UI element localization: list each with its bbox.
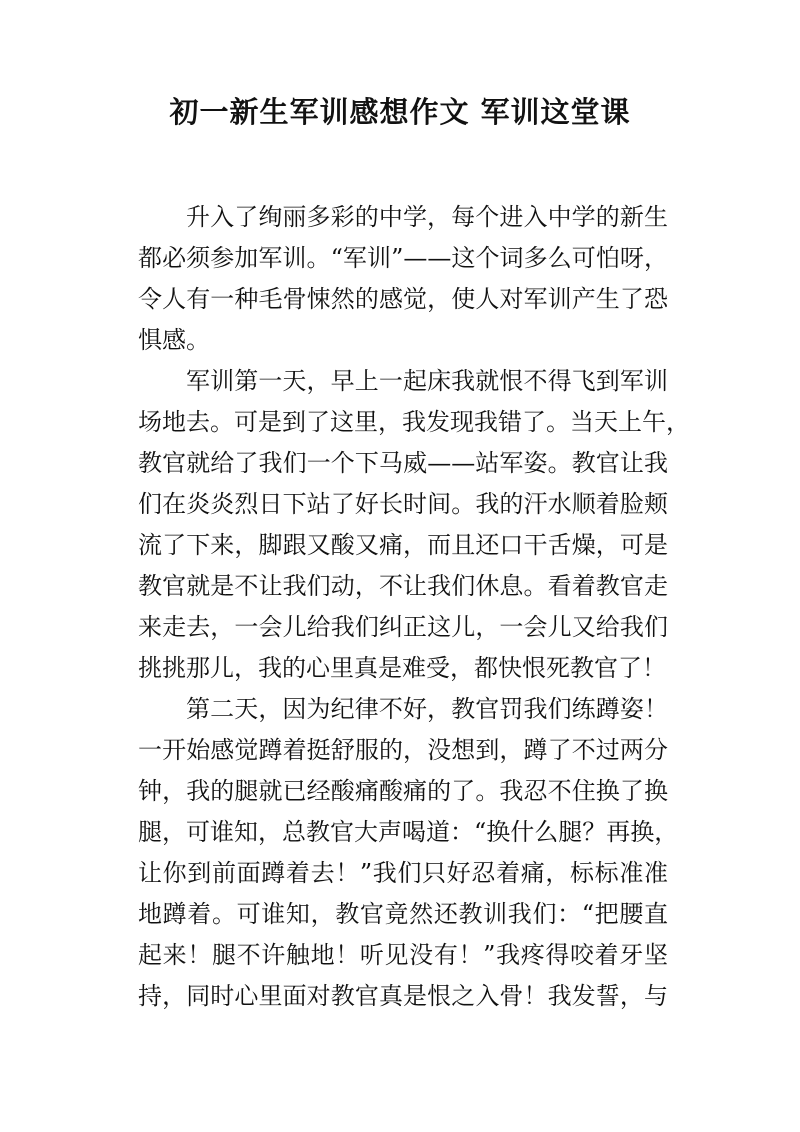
text-line: 教官就给了我们一个下马威——站军姿。教官让我 (138, 449, 668, 477)
text-line: 让你到前面蹲着去！”我们只好忍着痛，标标准准 (138, 859, 668, 887)
text-line: 们在炎炎烈日下站了好长时间。我的汗水顺着脸颊 (138, 490, 668, 518)
text-line: 钟，我的腿就已经酸痛酸痛的了。我忍不住换了换 (138, 777, 668, 805)
text-line: 场地去。可是到了这里，我发现我错了。当天上午， (138, 408, 690, 436)
text-line: 都必须参加军训。“军训”——这个词多么可怕呀， (138, 244, 668, 272)
text-line: 惧感。 (138, 326, 210, 354)
text-line: 持，同时心里面对教官真是恨之入骨！我发誓，与 (138, 982, 668, 1010)
text-line: 流了下来，脚跟又酸又痛，而且还口干舌燥，可是 (138, 531, 668, 559)
text-line: 腿，可谁知，总教官大声喝道：“换什么腿？再换， (138, 818, 679, 846)
paragraph-3 (138, 689, 679, 1017)
document-title: 初一新生军训感想作文 军训这堂课 (169, 95, 631, 129)
text-line: 挑挑那儿，我的心里真是难受，都快恨死教官了！ (138, 654, 666, 682)
paragraph-2 (138, 361, 690, 689)
text-line: 军训第一天，早上一起床我就恨不得飞到军训 (186, 367, 668, 395)
text-line: 第二天，因为纪律不好，教官罚我们练蹲姿！ (186, 695, 668, 723)
text-line: 起来！腿不许触地！听见没有！”我疼得咬着牙坚 (138, 941, 668, 969)
text-line: 一开始感觉蹲着挺舒服的，没想到，蹲了不过两分 (138, 736, 668, 764)
paragraph-1 (138, 197, 668, 361)
document-body (138, 197, 690, 1017)
text-line: 教官就是不让我们动，不让我们休息。看着教官走 (138, 572, 668, 600)
text-line: 升入了绚丽多彩的中学，每个进入中学的新生 (186, 203, 668, 231)
text-line: 令人有一种毛骨悚然的感觉，使人对军训产生了恐 (138, 285, 668, 313)
text-line: 地蹲着。可谁知，教官竟然还教训我们：“把腰直 (138, 900, 668, 928)
text-line: 来走去，一会儿给我们纠正这儿，一会儿又给我们 (138, 613, 668, 641)
